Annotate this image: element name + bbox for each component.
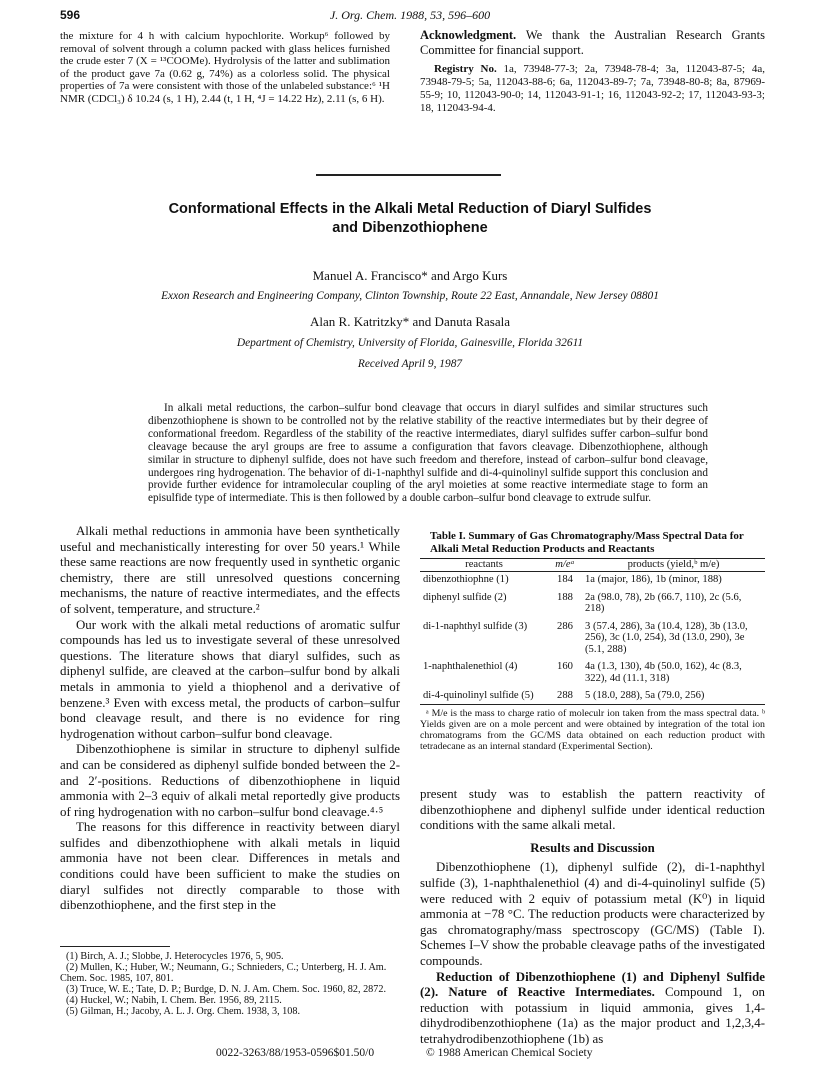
table-header-row (420, 559, 765, 571)
footnote: (5) Gilman, H.; Jacoby, A. L. J. Org. Chem. 1938, 3, 108. (66, 1006, 301, 1018)
table-caption-label: Table I. (430, 530, 466, 542)
registry-numbers (420, 63, 765, 115)
table-caption (420, 530, 765, 555)
table-cell: 2a (98.0, 78), 2b (66.7, 110), 2c (5.6, 218) (585, 591, 742, 615)
experimental-text: the mixture for 4 h with calcium hypochlorite. Workup⁶ followed by removal of solvent through a column packed with glass helices furnished the crude ester 7 (X = ¹³COOMe). Hydrolysis of the latter and sublimation of the product gave 7a (0.62 g, 74%) as a colorless solid. The physical properties of 7a were consistent with those of the unlabeled substance:⁶ ¹H NMR (CDCl₃) δ 10.24 (s, 1 H), 2.44 (t, 1 H, ⁴J = 14.22 Hz), 2.11 (s, 6 H). (60, 30, 390, 105)
top-left-paragraph (60, 30, 390, 106)
table-row (420, 574, 765, 592)
left-column-body (60, 524, 400, 914)
page-number: 596 (60, 8, 81, 22)
affiliation-2: Department of Chemistry, University of Florida, Gainesville, Florida 32611 (236, 337, 584, 349)
column-header: m/eᵃ (555, 558, 575, 570)
abstract-text: In alkali metal reductions, the carbon–sulfur bond cleavage that occurs in diaryl sulfides and similar structures such dibenzothiophene is shown to be controlled not by the relative stability of the reactive intermediates but by their degree of conformational freedom. Regardless of the stability of the reactive intermediates, diaryl sulfides suffer carbon–sulfur bond cleavage because the aryl groups are free to assume a configuration that favors cleavage. Dibenzothiophene, although similar in structure to diphenyl sulfide, does not have such freedom and therefore, instead of carbon–sulfur bond cleavage, undergoes ring hydrogenation. The behavior of di-1-naphthyl sulfide and di-4-quinolinyl sulfide support this conclusion and provide further evidence for intramolecular coupling of the aryl moieties at some reactive intermediate stage to form an episulfide type of intermediate. This is then followed by a double carbon–sulfur bond cleavage to extrude sulfur. (148, 402, 708, 505)
registry-text: 1a, 73948-77-3; 2a, 73948-78-4; 3a, 112043-87-5; 4a, 73948-79-5; 5a, 112043-88-6; 6a, 112043-89-7; 7a, 73948-80-8; 8a, 87969-55-9; 10, 112043-90-0; 14, 112043-91-1; 16, 112043-92-2; 17, 112043-93-3; 18, 112043-94-4. (420, 63, 766, 115)
table-cell: 4a (1.3, 130), 4b (50.0, 162), 4c (8.3, 322), 4d (11.1, 318) (585, 661, 742, 684)
affiliation-1: Exxon Research and Engineering Company, Clinton Township, Route 22 East, Annandale, New Jersey 08801 (161, 290, 659, 302)
authors-2: Alan R. Katritzky* and Danuta Rasala (310, 314, 510, 329)
authors-1: Manuel A. Francisco* and Argo Kurs (312, 268, 508, 283)
title-line-2: and Dibenzothiophene (332, 220, 488, 236)
section-heading: Results and Discussion (530, 840, 655, 855)
body-paragraph: Our work with the alkali metal reductions of aromatic sulfur compounds has led us to investigate several of these unresolved questions. The literature shows that diaryl sulfides, such as diphenyl sulfide, are cleaved at the carbon–sulfur bond by alkali metals in ammonia to yield a thiophenol and a derivative of benzene.³ Even with excess metal, the products of carbon–sulfur bond cleavage result, and there is no evidence for ring hydrogenation without carbon–sulfur bond cleavage. (60, 617, 400, 741)
table-cell: 288 (557, 690, 573, 702)
table-cell: diphenyl sulfide (2) (423, 591, 507, 603)
received-date: Received April 9, 1987 (357, 358, 463, 370)
acknowledgment (420, 28, 765, 57)
table-cell: 3 (57.4, 286), 3a (10.4, 128), 3b (13.0, 256), 3c (1.0, 254), 3d (13.0, 290), 3e (5.1, 288) (585, 620, 748, 655)
subsection-paragraph (420, 970, 765, 1048)
body-paragraph: present study was to establish the pattern reactivity of dibenzothiophene and diphenyl sulfide under identical reduction conditions with the same alkali metal. (420, 787, 765, 833)
article-title (110, 200, 710, 238)
footnote: (4) Huckel, W.; Nabih, I. Chem. Ber. 1956, 89, 2115. (66, 995, 282, 1007)
table-row (420, 690, 765, 702)
table-cell: 160 (557, 661, 573, 673)
body-paragraph: Dibenzothiophene (1), diphenyl sulfide (2), di-1-naphthyl sulfide (3), 1-naphthalenethiol (4) and di-4-quinolinyl sulfide (5) were reduced with 2 equiv of potassium metal (K⁰) in liquid ammonia at −78 °C. The reduction products were characterized by gas chromatography/mass spectroscopy (GC/MS) (Table I). Schemes I–V show the probable cleavage paths of the investigated compounds. (420, 860, 765, 968)
footnote: (3) Truce, W. E.; Tate, D. P.; Burdge, D. N. J. Am. Chem. Soc. 1960, 82, 2872. (66, 984, 387, 996)
footnote: (1) Birch, A. J.; Slobbe, J. Heterocycles 1976, 5, 905. (66, 951, 284, 962)
registry-label: Registry No. (434, 63, 497, 75)
table-footnote: ᵃ M/e is the mass to charge ratio of moleculr ion taken from the mass spectral data. ᵇ Yields given are on a mole percent and were obtained by integration of the total ion chromatograms from the GC/MS data obtained on each reduction product with tetradecane as an internal standard (Experimental Section). (420, 708, 765, 753)
body-paragraph: The reasons for this difference in reactivity between diaryl sulfides and dibenzothiophene with alkali metals in liquid ammonia have not been clear. Differences in metals and conditions could have been sufficient to make the studies on diaryl sulfides not directly comparable to those with dibenzothiophene, and the first step in the (60, 820, 400, 913)
running-header: J. Org. Chem. 1988, 53, 596–600 (329, 8, 491, 22)
table-row (420, 661, 765, 690)
body-paragraph: Dibenzothiophene is similar in structure to diphenyl sulfide and can be considered as diphenyl sulfide bonded between the 2- and 2′-positions. Reductions of dibenzothiophene in liquid ammonia with 2–3 equiv of alkali metal reportedly give products of ring hydrogenation with no carbon–sulfur bond cleavage.⁴·⁵ (60, 742, 400, 819)
table-cell: 1-naphthalenethiol (4) (423, 661, 518, 673)
acknowledgment-text: We thank the Australian Research Grants Committee for financial support. (420, 28, 765, 57)
table-cell: dibenzothiophne (1) (423, 574, 509, 586)
data-table (420, 559, 765, 702)
footnote: (2) Mullen, K.; Huber, W.; Neumann, G.; Schnieders, C.; Unterberg, H. J. Am. Chem. Soc. 1985, 107, 801. (60, 962, 387, 985)
footnote-rule (60, 946, 170, 947)
table-cell: 286 (557, 620, 573, 632)
table-cell: 184 (557, 574, 573, 586)
right-column-body (420, 787, 765, 1048)
section-divider (316, 174, 501, 176)
column-header: reactants (465, 558, 503, 570)
table-row (420, 592, 765, 621)
table-cell: 5 (18.0, 288), 5a (79.0, 256) (585, 690, 705, 702)
footnotes (60, 951, 400, 1018)
table-cell: 1a (major, 186), 1b (minor, 188) (585, 574, 722, 586)
acknowledgment-label: Acknowledgment. (420, 28, 517, 42)
subsection-heading: Reduction of Dibenzothiophene (1) and Diphenyl Sulfide (2). Nature of Reactive Intermediates. (420, 969, 765, 1000)
title-line-1: Conformational Effects in the Alkali Metal Reduction of Diaryl Sulfides (168, 201, 652, 217)
table-cell: di-1-naphthyl sulfide (3) (423, 620, 528, 632)
table-cell: di-4-quinolinyl sulfide (5) (423, 690, 534, 702)
table-caption-text: Summary of Gas Chromatography/Mass Spectral Data for Alkali Metal Reduction Products and Reactants (430, 530, 744, 555)
body-paragraph: Alkali methal reductions in ammonia have been synthetically useful and mechanistically interesting for over 50 years.¹ While these same reactions are now frequently used in synthetic organic chemistry, there are still unresolved questions concerning mechanisms, the nature of reactive intermediates, and the effects of solvent, temperature, and structure.² (60, 524, 400, 616)
table-header-rule (420, 571, 765, 572)
table-1 (420, 530, 765, 753)
abstract (148, 402, 708, 505)
subsection-text: Compound 1, on reduction with potassium in liquid ammonia, gives 1,4-dihydrodibenzothiophene (1a) as the major product and 1,2,3,4-tetrahydrodibenzothiophene (1b) as (420, 985, 765, 1046)
footer-copyright: © 1988 American Chemical Society (426, 1047, 593, 1059)
column-header: products (yield,ᵇ m/e) (627, 558, 720, 570)
table-bottom-rule (420, 704, 765, 705)
footer-code: 0022-3263/88/1953-0596$01.50/0 (216, 1047, 375, 1059)
table-cell: 188 (557, 591, 573, 603)
table-row (420, 621, 765, 662)
